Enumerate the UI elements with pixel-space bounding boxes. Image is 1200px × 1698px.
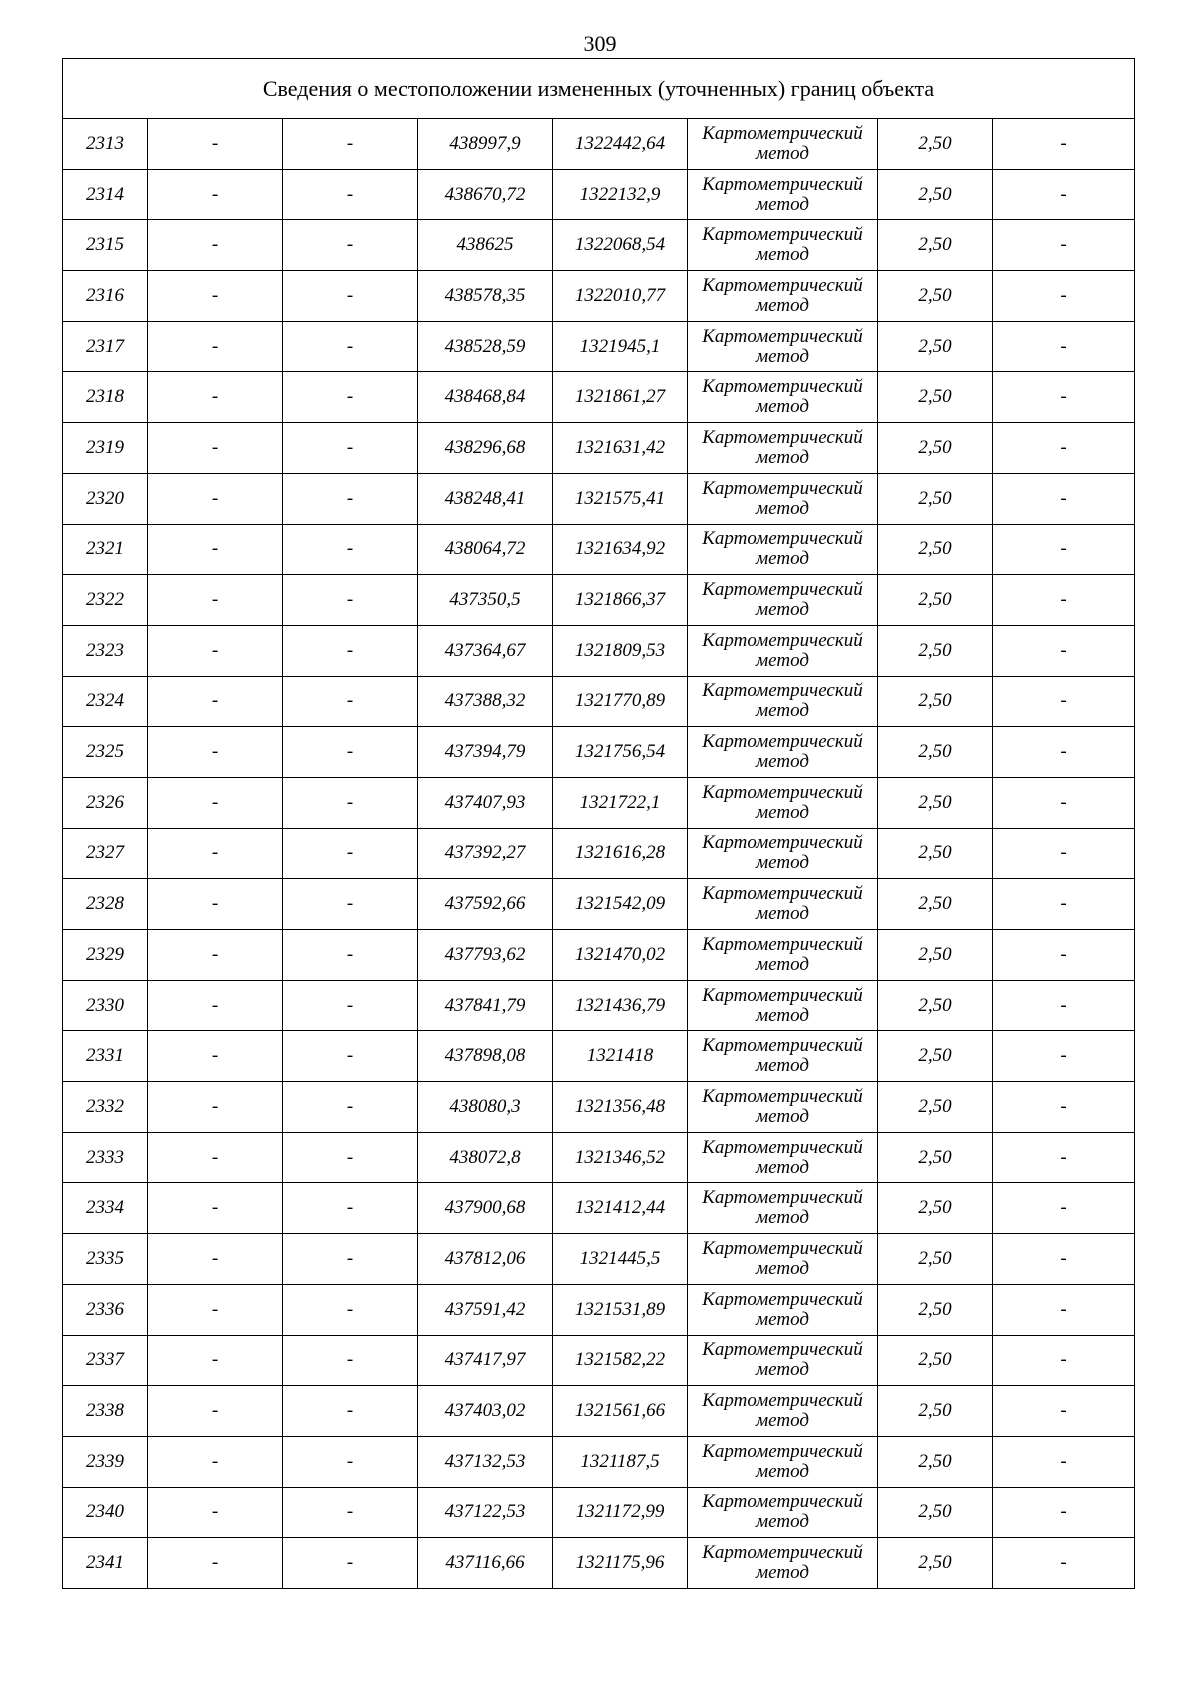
existing-y-cell: - <box>283 220 418 271</box>
accuracy-cell: 2,50 <box>878 271 993 322</box>
existing-x-cell: - <box>148 575 283 626</box>
description-cell: - <box>993 930 1135 981</box>
table-row <box>63 676 1135 727</box>
existing-y-cell: - <box>283 1132 418 1183</box>
description-cell: - <box>993 473 1135 524</box>
new-y-cell: 1321470,02 <box>553 930 688 981</box>
new-x-cell: 438296,68 <box>418 423 553 474</box>
accuracy-cell: 2,50 <box>878 1386 993 1437</box>
description-cell: - <box>993 1132 1135 1183</box>
table-row <box>63 423 1135 474</box>
new-y-cell: 1321809,53 <box>553 625 688 676</box>
table-row <box>63 1487 1135 1538</box>
new-x-cell: 437592,66 <box>418 879 553 930</box>
description-cell: - <box>993 1386 1135 1437</box>
accuracy-cell: 2,50 <box>878 1335 993 1386</box>
new-y-cell: 1321418 <box>553 1031 688 1082</box>
page-number: 309 <box>583 31 617 56</box>
description-cell: - <box>993 1082 1135 1133</box>
existing-y-cell: - <box>283 727 418 778</box>
existing-x-cell: - <box>148 169 283 220</box>
existing-y-cell: - <box>283 930 418 981</box>
existing-y-cell: - <box>283 1386 418 1437</box>
new-x-cell: 437392,27 <box>418 828 553 879</box>
new-y-cell: 1321866,37 <box>553 575 688 626</box>
table-title: Сведения о местоположении измененных (уточненных) границ объекта <box>63 59 1135 119</box>
existing-y-cell: - <box>283 980 418 1031</box>
point-number-cell: 2332 <box>63 1082 148 1133</box>
method-cell: Картометрический метод <box>688 727 878 778</box>
new-x-cell: 438080,3 <box>418 1082 553 1133</box>
new-x-cell: 437900,68 <box>418 1183 553 1234</box>
new-y-cell: 1321356,48 <box>553 1082 688 1133</box>
new-y-cell: 1321561,66 <box>553 1386 688 1437</box>
accuracy-cell: 2,50 <box>878 169 993 220</box>
description-cell: - <box>993 1538 1135 1589</box>
table-row <box>63 220 1135 271</box>
existing-x-cell: - <box>148 1436 283 1487</box>
existing-x-cell: - <box>148 1132 283 1183</box>
description-cell: - <box>993 119 1135 170</box>
accuracy-cell: 2,50 <box>878 1538 993 1589</box>
accuracy-cell: 2,50 <box>878 423 993 474</box>
existing-x-cell: - <box>148 321 283 372</box>
method-cell: Картометрический метод <box>688 1284 878 1335</box>
new-y-cell: 1321634,92 <box>553 524 688 575</box>
point-number-cell: 2326 <box>63 777 148 828</box>
table-row <box>63 777 1135 828</box>
point-number-cell: 2315 <box>63 220 148 271</box>
new-y-cell: 1321172,99 <box>553 1487 688 1538</box>
accuracy-cell: 2,50 <box>878 625 993 676</box>
description-cell: - <box>993 423 1135 474</box>
table-body <box>63 119 1135 1589</box>
point-number-cell: 2336 <box>63 1284 148 1335</box>
new-y-cell: 1321616,28 <box>553 828 688 879</box>
accuracy-cell: 2,50 <box>878 980 993 1031</box>
existing-y-cell: - <box>283 321 418 372</box>
table-row <box>63 828 1135 879</box>
description-cell: - <box>993 879 1135 930</box>
existing-y-cell: - <box>283 625 418 676</box>
existing-x-cell: - <box>148 1082 283 1133</box>
description-cell: - <box>993 625 1135 676</box>
accuracy-cell: 2,50 <box>878 372 993 423</box>
new-x-cell: 438528,59 <box>418 321 553 372</box>
existing-y-cell: - <box>283 1082 418 1133</box>
new-y-cell: 1321445,5 <box>553 1234 688 1285</box>
existing-y-cell: - <box>283 879 418 930</box>
method-cell: Картометрический метод <box>688 220 878 271</box>
existing-x-cell: - <box>148 1284 283 1335</box>
existing-x-cell: - <box>148 220 283 271</box>
method-cell: Картометрический метод <box>688 1082 878 1133</box>
existing-x-cell: - <box>148 828 283 879</box>
point-number-cell: 2328 <box>63 879 148 930</box>
method-cell: Картометрический метод <box>688 980 878 1031</box>
table-row <box>63 1132 1135 1183</box>
new-y-cell: 1321412,44 <box>553 1183 688 1234</box>
new-x-cell: 438248,41 <box>418 473 553 524</box>
description-cell: - <box>993 321 1135 372</box>
new-x-cell: 437350,5 <box>418 575 553 626</box>
description-cell: - <box>993 372 1135 423</box>
description-cell: - <box>993 1487 1135 1538</box>
point-number-cell: 2322 <box>63 575 148 626</box>
new-x-cell: 438064,72 <box>418 524 553 575</box>
table-row <box>63 271 1135 322</box>
new-y-cell: 1321756,54 <box>553 727 688 778</box>
existing-x-cell: - <box>148 727 283 778</box>
method-cell: Картометрический метод <box>688 1132 878 1183</box>
table-row <box>63 1031 1135 1082</box>
method-cell: Картометрический метод <box>688 1234 878 1285</box>
accuracy-cell: 2,50 <box>878 220 993 271</box>
method-cell: Картометрический метод <box>688 676 878 727</box>
existing-y-cell: - <box>283 372 418 423</box>
accuracy-cell: 2,50 <box>878 1031 993 1082</box>
description-cell: - <box>993 1031 1135 1082</box>
existing-y-cell: - <box>283 777 418 828</box>
existing-y-cell: - <box>283 524 418 575</box>
description-cell: - <box>993 727 1135 778</box>
existing-x-cell: - <box>148 930 283 981</box>
table-row <box>63 575 1135 626</box>
new-x-cell: 438997,9 <box>418 119 553 170</box>
new-y-cell: 1321542,09 <box>553 879 688 930</box>
method-cell: Картометрический метод <box>688 524 878 575</box>
existing-x-cell: - <box>148 372 283 423</box>
existing-x-cell: - <box>148 1234 283 1285</box>
new-x-cell: 437898,08 <box>418 1031 553 1082</box>
new-x-cell: 438468,84 <box>418 372 553 423</box>
existing-x-cell: - <box>148 271 283 322</box>
existing-y-cell: - <box>283 1335 418 1386</box>
table-row <box>63 980 1135 1031</box>
existing-y-cell: - <box>283 473 418 524</box>
new-y-cell: 1322132,9 <box>553 169 688 220</box>
table-row <box>63 169 1135 220</box>
accuracy-cell: 2,50 <box>878 727 993 778</box>
point-number-cell: 2313 <box>63 119 148 170</box>
new-y-cell: 1322442,64 <box>553 119 688 170</box>
description-cell: - <box>993 777 1135 828</box>
table-row <box>63 1436 1135 1487</box>
method-cell: Картометрический метод <box>688 1183 878 1234</box>
table-title-row <box>63 59 1135 119</box>
description-cell: - <box>993 524 1135 575</box>
method-cell: Картометрический метод <box>688 1538 878 1589</box>
method-cell: Картометрический метод <box>688 930 878 981</box>
point-number-cell: 2339 <box>63 1436 148 1487</box>
existing-x-cell: - <box>148 1538 283 1589</box>
description-cell: - <box>993 1234 1135 1285</box>
new-x-cell: 437812,06 <box>418 1234 553 1285</box>
new-x-cell: 438578,35 <box>418 271 553 322</box>
description-cell: - <box>993 1436 1135 1487</box>
new-y-cell: 1322010,77 <box>553 271 688 322</box>
method-cell: Картометрический метод <box>688 1335 878 1386</box>
new-y-cell: 1321945,1 <box>553 321 688 372</box>
method-cell: Картометрический метод <box>688 575 878 626</box>
method-cell: Картометрический метод <box>688 271 878 322</box>
accuracy-cell: 2,50 <box>878 1082 993 1133</box>
table-row <box>63 1183 1135 1234</box>
description-cell: - <box>993 828 1135 879</box>
method-cell: Картометрический метод <box>688 1031 878 1082</box>
description-cell: - <box>993 220 1135 271</box>
new-y-cell: 1321575,41 <box>553 473 688 524</box>
description-cell: - <box>993 575 1135 626</box>
new-y-cell: 1321722,1 <box>553 777 688 828</box>
new-y-cell: 1321436,79 <box>553 980 688 1031</box>
new-x-cell: 437841,79 <box>418 980 553 1031</box>
method-cell: Картометрический метод <box>688 473 878 524</box>
method-cell: Картометрический метод <box>688 777 878 828</box>
existing-x-cell: - <box>148 1487 283 1538</box>
table-row <box>63 1234 1135 1285</box>
table-row <box>63 625 1135 676</box>
accuracy-cell: 2,50 <box>878 321 993 372</box>
point-number-cell: 2325 <box>63 727 148 778</box>
existing-y-cell: - <box>283 1487 418 1538</box>
accuracy-cell: 2,50 <box>878 1487 993 1538</box>
point-number-cell: 2338 <box>63 1386 148 1437</box>
table-row <box>63 727 1135 778</box>
existing-x-cell: - <box>148 1335 283 1386</box>
new-x-cell: 437132,53 <box>418 1436 553 1487</box>
existing-x-cell: - <box>148 524 283 575</box>
table-row <box>63 1082 1135 1133</box>
new-x-cell: 438072,8 <box>418 1132 553 1183</box>
accuracy-cell: 2,50 <box>878 1284 993 1335</box>
existing-y-cell: - <box>283 828 418 879</box>
table-row <box>63 1284 1135 1335</box>
accuracy-cell: 2,50 <box>878 828 993 879</box>
accuracy-cell: 2,50 <box>878 575 993 626</box>
table-row <box>63 1335 1135 1386</box>
new-y-cell: 1321346,52 <box>553 1132 688 1183</box>
accuracy-cell: 2,50 <box>878 777 993 828</box>
existing-x-cell: - <box>148 1031 283 1082</box>
description-cell: - <box>993 980 1135 1031</box>
point-number-cell: 2324 <box>63 676 148 727</box>
table-row <box>63 1538 1135 1589</box>
table-row <box>63 119 1135 170</box>
accuracy-cell: 2,50 <box>878 1436 993 1487</box>
method-cell: Картометрический метод <box>688 423 878 474</box>
point-number-cell: 2316 <box>63 271 148 322</box>
new-x-cell: 437591,42 <box>418 1284 553 1335</box>
new-y-cell: 1321175,96 <box>553 1538 688 1589</box>
method-cell: Картометрический метод <box>688 1436 878 1487</box>
accuracy-cell: 2,50 <box>878 473 993 524</box>
point-number-cell: 2331 <box>63 1031 148 1082</box>
existing-y-cell: - <box>283 1284 418 1335</box>
accuracy-cell: 2,50 <box>878 1132 993 1183</box>
existing-x-cell: - <box>148 119 283 170</box>
point-number-cell: 2329 <box>63 930 148 981</box>
point-number-cell: 2334 <box>63 1183 148 1234</box>
new-x-cell: 437122,53 <box>418 1487 553 1538</box>
accuracy-cell: 2,50 <box>878 930 993 981</box>
point-number-cell: 2341 <box>63 1538 148 1589</box>
existing-y-cell: - <box>283 1436 418 1487</box>
method-cell: Картометрический метод <box>688 119 878 170</box>
new-x-cell: 437116,66 <box>418 1538 553 1589</box>
accuracy-cell: 2,50 <box>878 1234 993 1285</box>
existing-x-cell: - <box>148 473 283 524</box>
accuracy-cell: 2,50 <box>878 1183 993 1234</box>
method-cell: Картометрический метод <box>688 169 878 220</box>
existing-y-cell: - <box>283 119 418 170</box>
point-number-cell: 2333 <box>63 1132 148 1183</box>
table-row <box>63 1386 1135 1437</box>
table-row <box>63 372 1135 423</box>
new-x-cell: 438670,72 <box>418 169 553 220</box>
point-number-cell: 2337 <box>63 1335 148 1386</box>
accuracy-cell: 2,50 <box>878 879 993 930</box>
description-cell: - <box>993 676 1135 727</box>
existing-y-cell: - <box>283 423 418 474</box>
existing-y-cell: - <box>283 1183 418 1234</box>
new-x-cell: 437394,79 <box>418 727 553 778</box>
existing-x-cell: - <box>148 777 283 828</box>
method-cell: Картометрический метод <box>688 321 878 372</box>
table-row <box>63 321 1135 372</box>
existing-x-cell: - <box>148 676 283 727</box>
table-row <box>63 524 1135 575</box>
new-x-cell: 437403,02 <box>418 1386 553 1437</box>
new-x-cell: 437793,62 <box>418 930 553 981</box>
method-cell: Картометрический метод <box>688 372 878 423</box>
point-number-cell: 2327 <box>63 828 148 879</box>
new-x-cell: 438625 <box>418 220 553 271</box>
existing-y-cell: - <box>283 1234 418 1285</box>
new-y-cell: 1321187,5 <box>553 1436 688 1487</box>
new-y-cell: 1321631,42 <box>553 423 688 474</box>
table-row <box>63 473 1135 524</box>
description-cell: - <box>993 271 1135 322</box>
existing-x-cell: - <box>148 423 283 474</box>
method-cell: Картометрический метод <box>688 1487 878 1538</box>
point-number-cell: 2321 <box>63 524 148 575</box>
new-y-cell: 1321770,89 <box>553 676 688 727</box>
new-x-cell: 437407,93 <box>418 777 553 828</box>
method-cell: Картометрический метод <box>688 879 878 930</box>
point-number-cell: 2340 <box>63 1487 148 1538</box>
new-y-cell: 1321582,22 <box>553 1335 688 1386</box>
point-number-cell: 2314 <box>63 169 148 220</box>
boundary-coordinates-table <box>62 58 1135 1589</box>
point-number-cell: 2320 <box>63 473 148 524</box>
existing-y-cell: - <box>283 575 418 626</box>
point-number-cell: 2330 <box>63 980 148 1031</box>
new-y-cell: 1321531,89 <box>553 1284 688 1335</box>
existing-y-cell: - <box>283 676 418 727</box>
existing-y-cell: - <box>283 1538 418 1589</box>
method-cell: Картометрический метод <box>688 1386 878 1437</box>
description-cell: - <box>993 169 1135 220</box>
point-number-cell: 2318 <box>63 372 148 423</box>
existing-y-cell: - <box>283 271 418 322</box>
new-x-cell: 437417,97 <box>418 1335 553 1386</box>
accuracy-cell: 2,50 <box>878 119 993 170</box>
existing-x-cell: - <box>148 1386 283 1437</box>
existing-x-cell: - <box>148 625 283 676</box>
table-row <box>63 930 1135 981</box>
table-row <box>63 879 1135 930</box>
description-cell: - <box>993 1335 1135 1386</box>
existing-y-cell: - <box>283 1031 418 1082</box>
new-y-cell: 1322068,54 <box>553 220 688 271</box>
point-number-cell: 2319 <box>63 423 148 474</box>
existing-y-cell: - <box>283 169 418 220</box>
point-number-cell: 2335 <box>63 1234 148 1285</box>
point-number-cell: 2323 <box>63 625 148 676</box>
existing-x-cell: - <box>148 879 283 930</box>
description-cell: - <box>993 1183 1135 1234</box>
description-cell: - <box>993 1284 1135 1335</box>
method-cell: Картометрический метод <box>688 828 878 879</box>
point-number-cell: 2317 <box>63 321 148 372</box>
new-x-cell: 437364,67 <box>418 625 553 676</box>
existing-x-cell: - <box>148 980 283 1031</box>
existing-x-cell: - <box>148 1183 283 1234</box>
method-cell: Картометрический метод <box>688 625 878 676</box>
accuracy-cell: 2,50 <box>878 676 993 727</box>
new-x-cell: 437388,32 <box>418 676 553 727</box>
accuracy-cell: 2,50 <box>878 524 993 575</box>
new-y-cell: 1321861,27 <box>553 372 688 423</box>
